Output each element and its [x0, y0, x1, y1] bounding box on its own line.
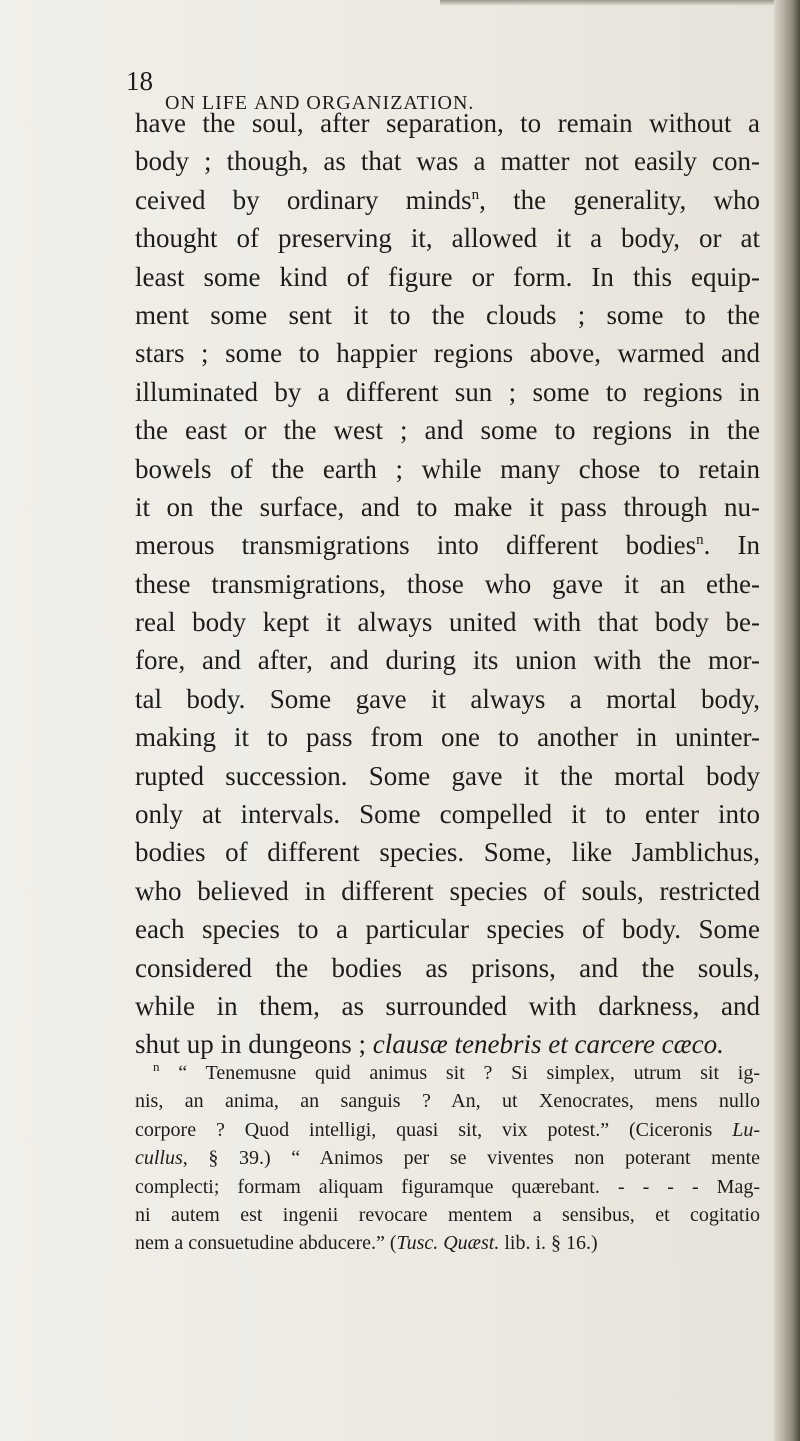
footnote [135, 1059, 760, 1258]
page-binding-edge [774, 0, 800, 1441]
page-top-shadow [440, 0, 800, 6]
text-line: bodies of different species. Some, like Jamblichus, [135, 837, 760, 868]
text-line: real body kept it always united with that body be- [135, 607, 760, 638]
text-line: tal body. Some gave it always a mortal body, [135, 683, 760, 714]
body-text [135, 104, 760, 1064]
text-line: it on the surface, and to make it pass through nu- [135, 491, 760, 522]
text-line: who believed in different species of souls, restricted [135, 875, 760, 906]
text-line: making it to pass from one to another in uninter- [135, 722, 760, 753]
footnote-marker: n [153, 1059, 160, 1074]
text-line: considered the bodies as prisons, and the souls, [135, 952, 760, 983]
text-line: least some kind of figure or form. In this equip- [135, 261, 760, 292]
text-line: merous transmigrations into different bodies$^n$. In [135, 530, 760, 561]
text-line: shut up in dungeons ; clausæ tenebris et carcere cæco. [135, 1029, 724, 1060]
text-line: fore, and after, and during its union with the mor- [135, 645, 760, 676]
running-head: on life and organization. [165, 84, 475, 116]
footnote-line: nem a consuetudine abducere.” (Tusc. Quæst. lib. i. § 16.) [135, 1232, 598, 1255]
footnote-line: $^n$ “ Tenemusne quid animus sit ? Si simplex, utrum sit ig- [153, 1059, 760, 1084]
text-line: rupted succession. Some gave it the mortal body [135, 760, 760, 791]
footnote-line: corpore ? Quod intelligi, quasi sit, vix potest.” (Ciceronis Lu- [135, 1118, 760, 1141]
text-line: body ; though, as that was a matter not easily con- [135, 146, 760, 177]
footnote-reference: n [471, 186, 480, 203]
text-line: ment some sent it to the clouds ; some to the [135, 299, 760, 330]
footnote-reference: n [696, 532, 704, 549]
text-line: stars ; some to happier regions above, warmed and [135, 338, 760, 369]
text-line: only at intervals. Some compelled it to enter into [135, 799, 760, 830]
text-line: these transmigrations, those who gave it an ethe- [135, 568, 760, 599]
text-line: thought of preserving it, allowed it a body, or at [135, 223, 760, 254]
footnote-line: complecti; formam aliquam figuramque quærebant. - - - - Mag- [135, 1175, 760, 1198]
page-number: 18 [126, 66, 153, 96]
footnote-line: ni autem est ingenii revocare mentem a sensibus, et cogitatio [135, 1203, 760, 1226]
text-line: ceived by ordinary minds$^n$, the generality, who [135, 184, 760, 215]
text-line: the east or the west ; and some to regions in the [135, 415, 760, 446]
text-line: bowels of the earth ; while many chose to retain [135, 453, 760, 484]
text-line: have the soul, after separation, to remain without a [135, 108, 760, 138]
latin-quotation: clausæ tenebris et carcere cæco. [372, 1029, 724, 1060]
footnote-line: cullus, § 39.) “ Animos per se viventes non poterant mente [135, 1147, 760, 1170]
text-line: each species to a particular species of body. Some [135, 914, 760, 945]
text-line: while in them, as surrounded with darkness, and [135, 990, 760, 1021]
footnote-line: nis, an anima, an sanguis ? An, ut Xenocrates, mens nullo [135, 1090, 760, 1113]
text-line: illuminated by a different sun ; some to regions in [135, 376, 760, 407]
